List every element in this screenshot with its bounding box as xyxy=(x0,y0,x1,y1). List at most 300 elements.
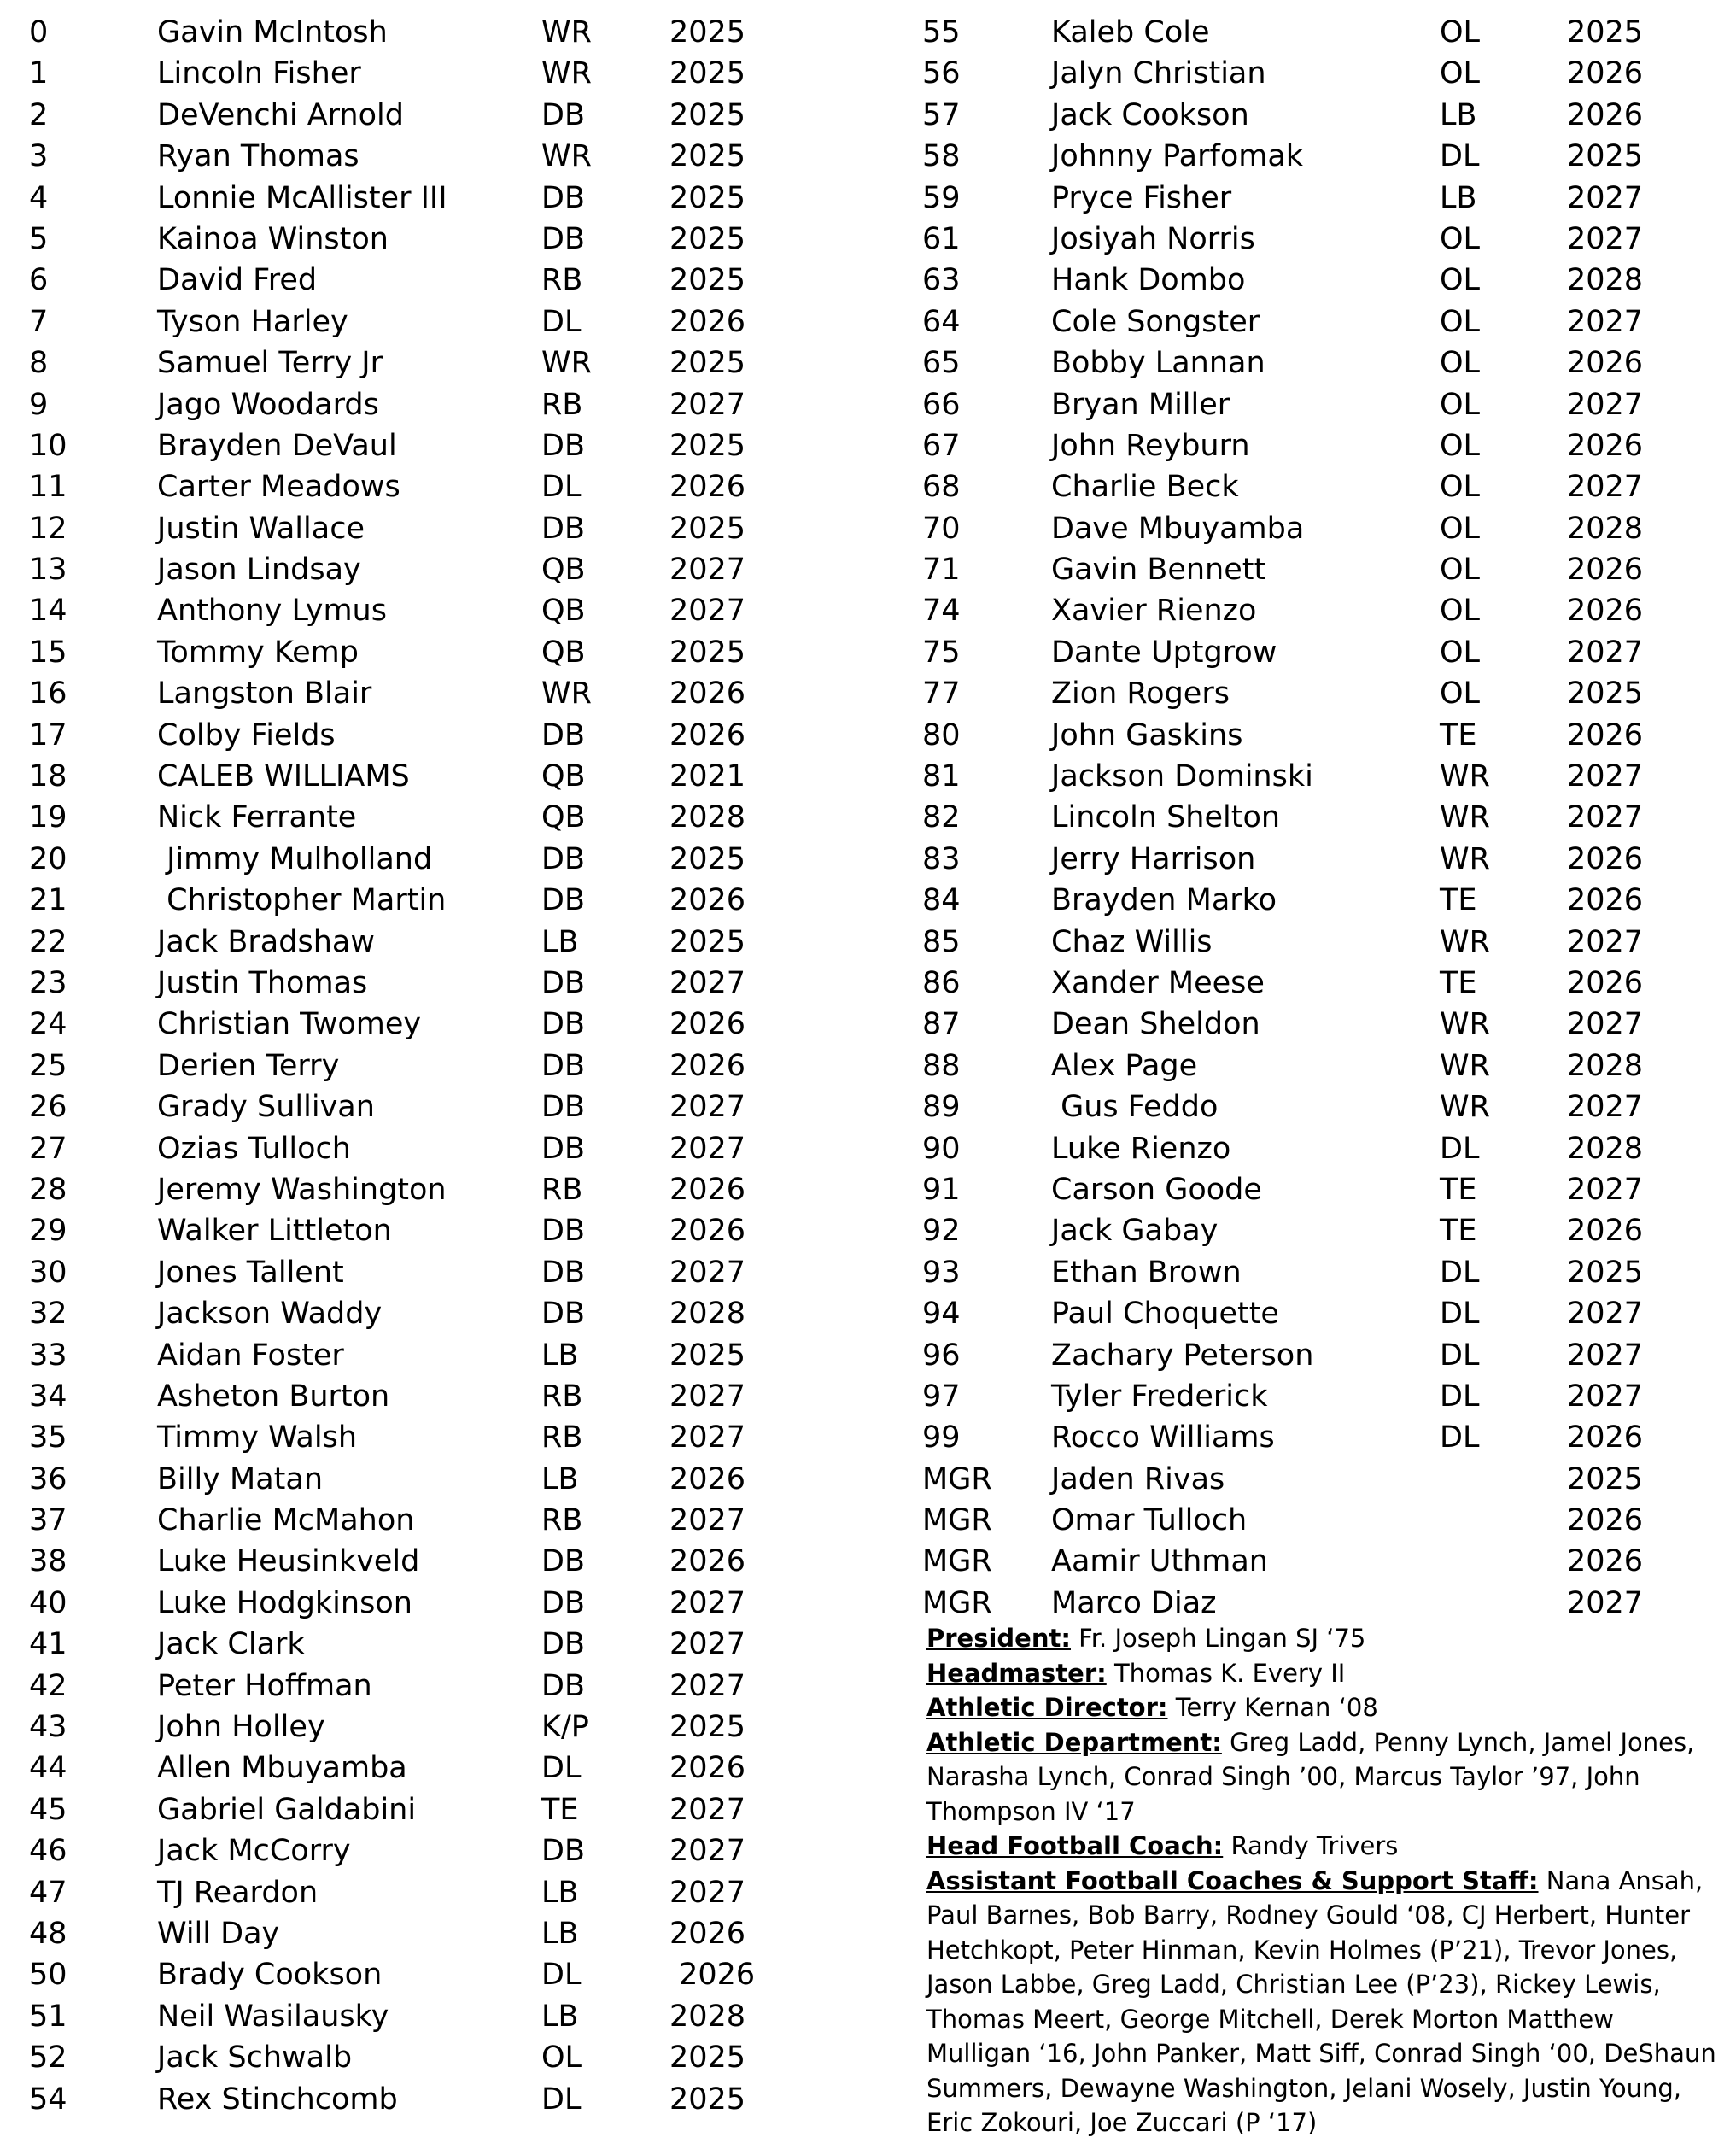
roster-row xyxy=(922,425,1725,466)
player-name: Aamir Uthman xyxy=(1051,1544,1268,1579)
player-class-year: 2025 xyxy=(669,15,746,50)
player-position: LB xyxy=(541,1338,579,1373)
staff-entry xyxy=(926,1690,1721,1725)
player-name: Brayden DeVaul xyxy=(157,428,397,463)
roster-row xyxy=(0,1169,880,1210)
player-name: Nick Ferrante xyxy=(157,800,357,835)
player-position: LB xyxy=(541,1461,579,1496)
roster-row xyxy=(922,880,1725,921)
player-name: Asheton Burton xyxy=(157,1379,390,1414)
roster-row xyxy=(0,1707,880,1748)
player-class-year: 2026 xyxy=(669,470,746,505)
roster-row xyxy=(0,1872,880,1913)
player-class-year: 2026 xyxy=(1567,1420,1644,1455)
player-class-year: 2027 xyxy=(1567,387,1644,422)
player-class-year: 2027 xyxy=(669,594,746,629)
player-position: LB xyxy=(541,1916,579,1951)
player-position: WR xyxy=(1440,841,1490,876)
player-number: 46 xyxy=(29,1834,67,1869)
player-position: RB xyxy=(541,387,583,422)
player-name: DeVenchi Arnold xyxy=(157,97,404,132)
player-number: 38 xyxy=(29,1544,67,1579)
player-class-year: 2027 xyxy=(1567,1379,1644,1414)
player-class-year: 2028 xyxy=(1567,263,1644,298)
roster-row xyxy=(922,1541,1725,1582)
player-number: 70 xyxy=(922,511,961,546)
roster-row xyxy=(0,880,880,921)
player-class-year: 2026 xyxy=(669,717,746,752)
player-position: WR xyxy=(541,56,592,91)
player-number: 19 xyxy=(29,800,67,835)
player-position: TE xyxy=(1440,1214,1477,1249)
roster-row xyxy=(0,1252,880,1293)
player-class-year: 2027 xyxy=(669,553,746,588)
roster-row xyxy=(922,178,1725,219)
roster-row xyxy=(922,1128,1725,1169)
roster-row xyxy=(0,260,880,301)
player-number: 52 xyxy=(29,2041,67,2076)
player-number: 25 xyxy=(29,1048,67,1083)
player-position: OL xyxy=(1440,15,1481,50)
player-number: 80 xyxy=(922,717,961,752)
player-number: 82 xyxy=(922,800,961,835)
player-number: 0 xyxy=(29,15,49,50)
player-name: Jack Bradshaw xyxy=(157,924,375,959)
player-number: 16 xyxy=(29,676,67,711)
player-class-year: 2028 xyxy=(669,1999,746,2034)
player-number: 23 xyxy=(29,965,67,1000)
staff-names: Fr. Joseph Lingan SJ ‘75 xyxy=(1070,1624,1366,1653)
staff-role-label: Head Football Coach: xyxy=(926,1831,1224,1860)
player-class-year: 2027 xyxy=(669,387,746,422)
player-number: 15 xyxy=(29,635,67,670)
roster-row xyxy=(0,1583,880,1624)
roster-row xyxy=(0,343,880,384)
player-class-year: 2027 xyxy=(669,1503,746,1538)
player-number: 75 xyxy=(922,635,961,670)
player-number: 42 xyxy=(29,1668,67,1703)
player-number: 90 xyxy=(922,1131,961,1166)
roster-row xyxy=(922,1004,1725,1045)
player-number: 21 xyxy=(29,883,67,918)
player-name: Aidan Foster xyxy=(157,1338,344,1373)
staff-names: Terry Kernan ‘08 xyxy=(1167,1693,1378,1722)
player-class-year: 2027 xyxy=(669,1379,746,1414)
player-name: TJ Reardon xyxy=(157,1875,319,1910)
player-name: Jeremy Washington xyxy=(157,1172,447,1207)
player-number: 43 xyxy=(29,1710,67,1745)
player-name: Ethan Brown xyxy=(1051,1255,1242,1290)
player-class-year: 2028 xyxy=(1567,1131,1644,1166)
roster-row xyxy=(0,1004,880,1045)
player-number: 9 xyxy=(29,387,49,422)
player-number: 63 xyxy=(922,263,961,298)
player-position: WR xyxy=(1440,924,1490,959)
player-class-year: 2025 xyxy=(1567,676,1644,711)
player-number: 84 xyxy=(922,883,961,918)
player-position: DB xyxy=(541,1131,585,1166)
player-number: 13 xyxy=(29,553,67,588)
player-class-year: 2026 xyxy=(1567,56,1644,91)
player-class-year: 2025 xyxy=(669,511,746,546)
roster-row xyxy=(0,1996,880,2037)
player-name: Jimmy Mulholland xyxy=(157,841,433,876)
staff-role-label: Assistant Football Coaches & Support Staff: xyxy=(926,1865,1539,1895)
player-name: Jaden Rivas xyxy=(1051,1461,1225,1496)
player-class-year: 2027 xyxy=(1567,1172,1644,1207)
player-name: Omar Tulloch xyxy=(1051,1503,1248,1538)
roster-row xyxy=(0,922,880,963)
player-name: Gavin McIntosh xyxy=(157,15,388,50)
player-name: Tommy Kemp xyxy=(157,635,359,670)
player-position: DL xyxy=(541,470,582,505)
player-position: LB xyxy=(541,1999,579,2034)
player-position: RB xyxy=(541,1420,583,1455)
player-position: OL xyxy=(1440,387,1481,422)
player-number: 77 xyxy=(922,676,961,711)
player-position: OL xyxy=(1440,56,1481,91)
roster-row xyxy=(0,1376,880,1417)
player-position: DB xyxy=(541,1090,585,1125)
player-position: DB xyxy=(541,1048,585,1083)
player-position: QB xyxy=(541,635,586,670)
player-number: 81 xyxy=(922,759,961,794)
player-class-year: 2021 xyxy=(669,759,746,794)
player-name: Justin Wallace xyxy=(157,511,365,546)
player-position: WR xyxy=(1440,800,1490,835)
player-position: DB xyxy=(541,1007,585,1042)
player-number: 27 xyxy=(29,1131,67,1166)
player-name: Luke Heusinkveld xyxy=(157,1544,420,1579)
player-number: 71 xyxy=(922,553,961,588)
player-number: 5 xyxy=(29,221,49,256)
player-position: OL xyxy=(1440,635,1481,670)
player-position: QB xyxy=(541,553,586,588)
player-name: Christian Twomey xyxy=(157,1007,422,1042)
player-number: MGR xyxy=(922,1503,992,1538)
player-class-year: 2025 xyxy=(1567,15,1644,50)
player-class-year: 2026 xyxy=(1567,883,1644,918)
player-name: Carter Meadows xyxy=(157,470,400,505)
roster-row xyxy=(0,1459,880,1500)
roster-row xyxy=(0,1913,880,1954)
roster-row xyxy=(922,302,1725,343)
roster-row xyxy=(0,425,880,466)
player-position: OL xyxy=(1440,511,1481,546)
player-class-year: 2026 xyxy=(669,1751,746,1786)
roster-row xyxy=(922,343,1725,384)
player-position: DB xyxy=(541,1255,585,1290)
roster-row xyxy=(922,219,1725,260)
player-number: 11 xyxy=(29,470,67,505)
player-number: 30 xyxy=(29,1255,67,1290)
player-name: Neil Wasilausky xyxy=(157,1999,389,2034)
player-number: MGR xyxy=(922,1544,992,1579)
player-position: OL xyxy=(1440,263,1481,298)
player-name: Jack McCorry xyxy=(157,1834,351,1869)
player-class-year: 2025 xyxy=(669,56,746,91)
player-position: DB xyxy=(541,1585,585,1620)
player-position: DB xyxy=(541,97,585,132)
roster-row xyxy=(922,1210,1725,1251)
player-name: Walker Littleton xyxy=(157,1214,392,1249)
player-name: Josiyah Norris xyxy=(1051,221,1255,256)
player-number: 20 xyxy=(29,841,67,876)
roster-row xyxy=(922,1252,1725,1293)
player-number: 8 xyxy=(29,346,49,381)
player-name: Dante Uptgrow xyxy=(1051,635,1277,670)
player-position: DB xyxy=(541,1544,585,1579)
player-class-year: 2025 xyxy=(669,263,746,298)
player-name: Johnny Parfomak xyxy=(1051,139,1304,174)
roster-row xyxy=(922,508,1725,549)
player-class-year: 2027 xyxy=(669,1131,746,1166)
player-name: John Holley xyxy=(157,1710,325,1745)
roster-row xyxy=(922,53,1725,94)
roster-row xyxy=(0,384,880,425)
player-number: 93 xyxy=(922,1255,961,1290)
player-number: 51 xyxy=(29,1999,67,2034)
player-position: DB xyxy=(541,428,585,463)
player-number: 87 xyxy=(922,1007,961,1042)
player-class-year: 2028 xyxy=(1567,1048,1644,1083)
player-position: OL xyxy=(1440,676,1481,711)
player-number: 74 xyxy=(922,594,961,629)
player-class-year: 2027 xyxy=(1567,800,1644,835)
roster-row xyxy=(0,632,880,673)
player-class-year: 2025 xyxy=(669,346,746,381)
player-name: Gavin Bennett xyxy=(1051,553,1266,588)
player-position: DL xyxy=(541,304,582,339)
player-number: 36 xyxy=(29,1461,67,1496)
player-position: OL xyxy=(1440,553,1481,588)
player-position: OL xyxy=(1440,304,1481,339)
player-class-year: 2028 xyxy=(669,1297,746,1332)
staff-names: Thomas K. Every II xyxy=(1106,1658,1346,1688)
player-number: 85 xyxy=(922,924,961,959)
player-position: OL xyxy=(1440,428,1481,463)
player-name: Brady Cookson xyxy=(157,1958,383,1993)
player-class-year: 2027 xyxy=(1567,221,1644,256)
player-name: Rocco Williams xyxy=(1051,1420,1275,1455)
player-class-year: 2027 xyxy=(669,1792,746,1827)
roster-row xyxy=(922,590,1725,631)
player-name: Zachary Peterson xyxy=(1051,1338,1314,1373)
player-class-year: 2026 xyxy=(669,1461,746,1496)
staff-role-label: Headmaster: xyxy=(926,1658,1107,1688)
player-name: Christopher Martin xyxy=(157,883,447,918)
player-name: CALEB WILLIAMS xyxy=(157,759,410,794)
player-name: Alex Page xyxy=(1051,1048,1198,1083)
roster-row xyxy=(922,797,1725,838)
player-class-year: 2027 xyxy=(669,1420,746,1455)
player-position: TE xyxy=(1440,1172,1477,1207)
player-number: 91 xyxy=(922,1172,961,1207)
player-class-year: 2027 xyxy=(1567,1297,1644,1332)
player-class-year: 2026 xyxy=(1567,553,1644,588)
roster-row xyxy=(0,2079,880,2120)
player-number: 99 xyxy=(922,1420,961,1455)
player-position: DB xyxy=(541,883,585,918)
roster-row xyxy=(922,1293,1725,1334)
player-number: 6 xyxy=(29,263,49,298)
player-name: Pryce Fisher xyxy=(1051,180,1232,215)
player-name: Jackson Dominski xyxy=(1051,759,1313,794)
player-position: DL xyxy=(541,2082,582,2117)
player-position: DB xyxy=(541,1297,585,1332)
player-number: 22 xyxy=(29,924,67,959)
player-name: Kainoa Winston xyxy=(157,221,389,256)
player-number: 94 xyxy=(922,1297,961,1332)
player-number: 12 xyxy=(29,511,67,546)
player-number: 48 xyxy=(29,1916,67,1951)
roster-row xyxy=(0,508,880,549)
roster-row xyxy=(0,1335,880,1376)
player-number: 50 xyxy=(29,1958,67,1993)
player-class-year: 2027 xyxy=(1567,1090,1644,1125)
player-class-year: 2025 xyxy=(669,635,746,670)
player-class-year: 2025 xyxy=(669,428,746,463)
player-class-year: 2027 xyxy=(669,965,746,1000)
roster-row xyxy=(922,632,1725,673)
player-name: Lonnie McAllister III xyxy=(157,180,447,215)
staff-entry xyxy=(926,1725,1721,1830)
player-name: Rex Stinchcomb xyxy=(157,2082,398,2117)
player-position: DL xyxy=(1440,1255,1480,1290)
player-name: John Reyburn xyxy=(1051,428,1250,463)
roster-row xyxy=(922,715,1725,756)
player-position: RB xyxy=(541,1379,583,1414)
player-class-year: 2027 xyxy=(1567,304,1644,339)
player-name: Cole Songster xyxy=(1051,304,1260,339)
player-class-year: 2027 xyxy=(1567,759,1644,794)
player-class-year: 2026 xyxy=(1567,97,1644,132)
player-name: Bobby Lannan xyxy=(1051,346,1265,381)
roster-row xyxy=(0,1830,880,1871)
player-name: Lincoln Shelton xyxy=(1051,800,1281,835)
player-number: 10 xyxy=(29,428,67,463)
player-position: OL xyxy=(1440,594,1481,629)
player-position: WR xyxy=(1440,1090,1490,1125)
player-number: 65 xyxy=(922,346,961,381)
player-class-year: 2025 xyxy=(1567,1461,1644,1496)
player-position: RB xyxy=(541,1503,583,1538)
player-number: 66 xyxy=(922,387,961,422)
player-class-year: 2027 xyxy=(669,1585,746,1620)
player-name: Jack Cookson xyxy=(1051,97,1249,132)
player-position: DB xyxy=(541,717,585,752)
roster-row xyxy=(0,1086,880,1127)
player-position: DB xyxy=(541,180,585,215)
player-class-year: 2025 xyxy=(669,139,746,174)
player-class-year: 2026 xyxy=(669,1172,746,1207)
roster-row xyxy=(0,1541,880,1582)
player-class-year: 2026 xyxy=(1567,428,1644,463)
player-position: OL xyxy=(1440,346,1481,381)
player-class-year: 2026 xyxy=(1567,717,1644,752)
player-number: 34 xyxy=(29,1379,67,1414)
roster-row xyxy=(0,797,880,838)
player-position: LB xyxy=(1440,180,1477,215)
roster-row xyxy=(0,2037,880,2078)
player-class-year: 2027 xyxy=(1567,1007,1644,1042)
roster-row xyxy=(922,136,1725,177)
player-number: 14 xyxy=(29,594,67,629)
player-position: DL xyxy=(1440,1338,1480,1373)
player-number: 61 xyxy=(922,221,961,256)
player-number: 45 xyxy=(29,1792,67,1827)
staff-role-label: Athletic Director: xyxy=(926,1693,1168,1722)
roster-row xyxy=(922,1169,1725,1210)
player-class-year: 2027 xyxy=(669,1834,746,1869)
player-position: DL xyxy=(1440,1420,1480,1455)
player-name: Langston Blair xyxy=(157,676,372,711)
player-class-year: 2025 xyxy=(669,1710,746,1745)
player-name: Anthony Lymus xyxy=(157,594,387,629)
player-number: 26 xyxy=(29,1090,67,1125)
roster-row xyxy=(0,1210,880,1251)
player-name: John Gaskins xyxy=(1051,717,1243,752)
player-class-year: 2026 xyxy=(669,676,746,711)
player-name: Luke Hodgkinson xyxy=(157,1585,412,1620)
player-position: TE xyxy=(1440,717,1477,752)
player-position: WR xyxy=(541,15,592,50)
player-class-year: 2027 xyxy=(669,1255,746,1290)
player-number: 97 xyxy=(922,1379,961,1414)
player-class-year: 2025 xyxy=(1567,139,1644,174)
player-class-year: 2026 xyxy=(669,1007,746,1042)
player-position: LB xyxy=(1440,97,1477,132)
player-class-year: 2026 xyxy=(1567,1503,1644,1538)
player-position: TE xyxy=(541,1792,579,1827)
staff-role-label: Athletic Department: xyxy=(926,1727,1222,1757)
roster-row xyxy=(0,839,880,880)
player-number: 54 xyxy=(29,2082,67,2117)
player-name: Luke Rienzo xyxy=(1051,1131,1231,1166)
roster-row xyxy=(0,590,880,631)
player-position: OL xyxy=(1440,221,1481,256)
player-class-year: 2025 xyxy=(669,2082,746,2117)
player-class-year: 2025 xyxy=(669,180,746,215)
player-name: Colby Fields xyxy=(157,717,336,752)
player-name: Hank Dombo xyxy=(1051,263,1246,298)
player-number: 58 xyxy=(922,139,961,174)
staff-names: Randy Trivers xyxy=(1223,1831,1399,1860)
player-name: Samuel Terry Jr xyxy=(157,346,383,381)
player-class-year: 2026 xyxy=(1567,594,1644,629)
player-name: Carson Goode xyxy=(1051,1172,1262,1207)
player-number: 17 xyxy=(29,717,67,752)
staff-role-label: President: xyxy=(926,1624,1071,1653)
player-name: Peter Hoffman xyxy=(157,1668,372,1703)
player-position: WR xyxy=(1440,1007,1490,1042)
player-number: 59 xyxy=(922,180,961,215)
player-name: Brayden Marko xyxy=(1051,883,1277,918)
roster-row xyxy=(0,673,880,714)
player-class-year: 2026 xyxy=(669,1916,746,1951)
roster-row xyxy=(0,1624,880,1665)
player-number: 88 xyxy=(922,1048,961,1083)
player-position: WR xyxy=(1440,759,1490,794)
player-number: 28 xyxy=(29,1172,67,1207)
roster-row xyxy=(0,1789,880,1830)
roster-row xyxy=(0,302,880,343)
roster-row xyxy=(922,1459,1725,1500)
player-position: DB xyxy=(541,841,585,876)
staff-entry xyxy=(926,1621,1721,1656)
roster-row xyxy=(0,1417,880,1458)
player-name: Jack Schwalb xyxy=(157,2041,353,2076)
